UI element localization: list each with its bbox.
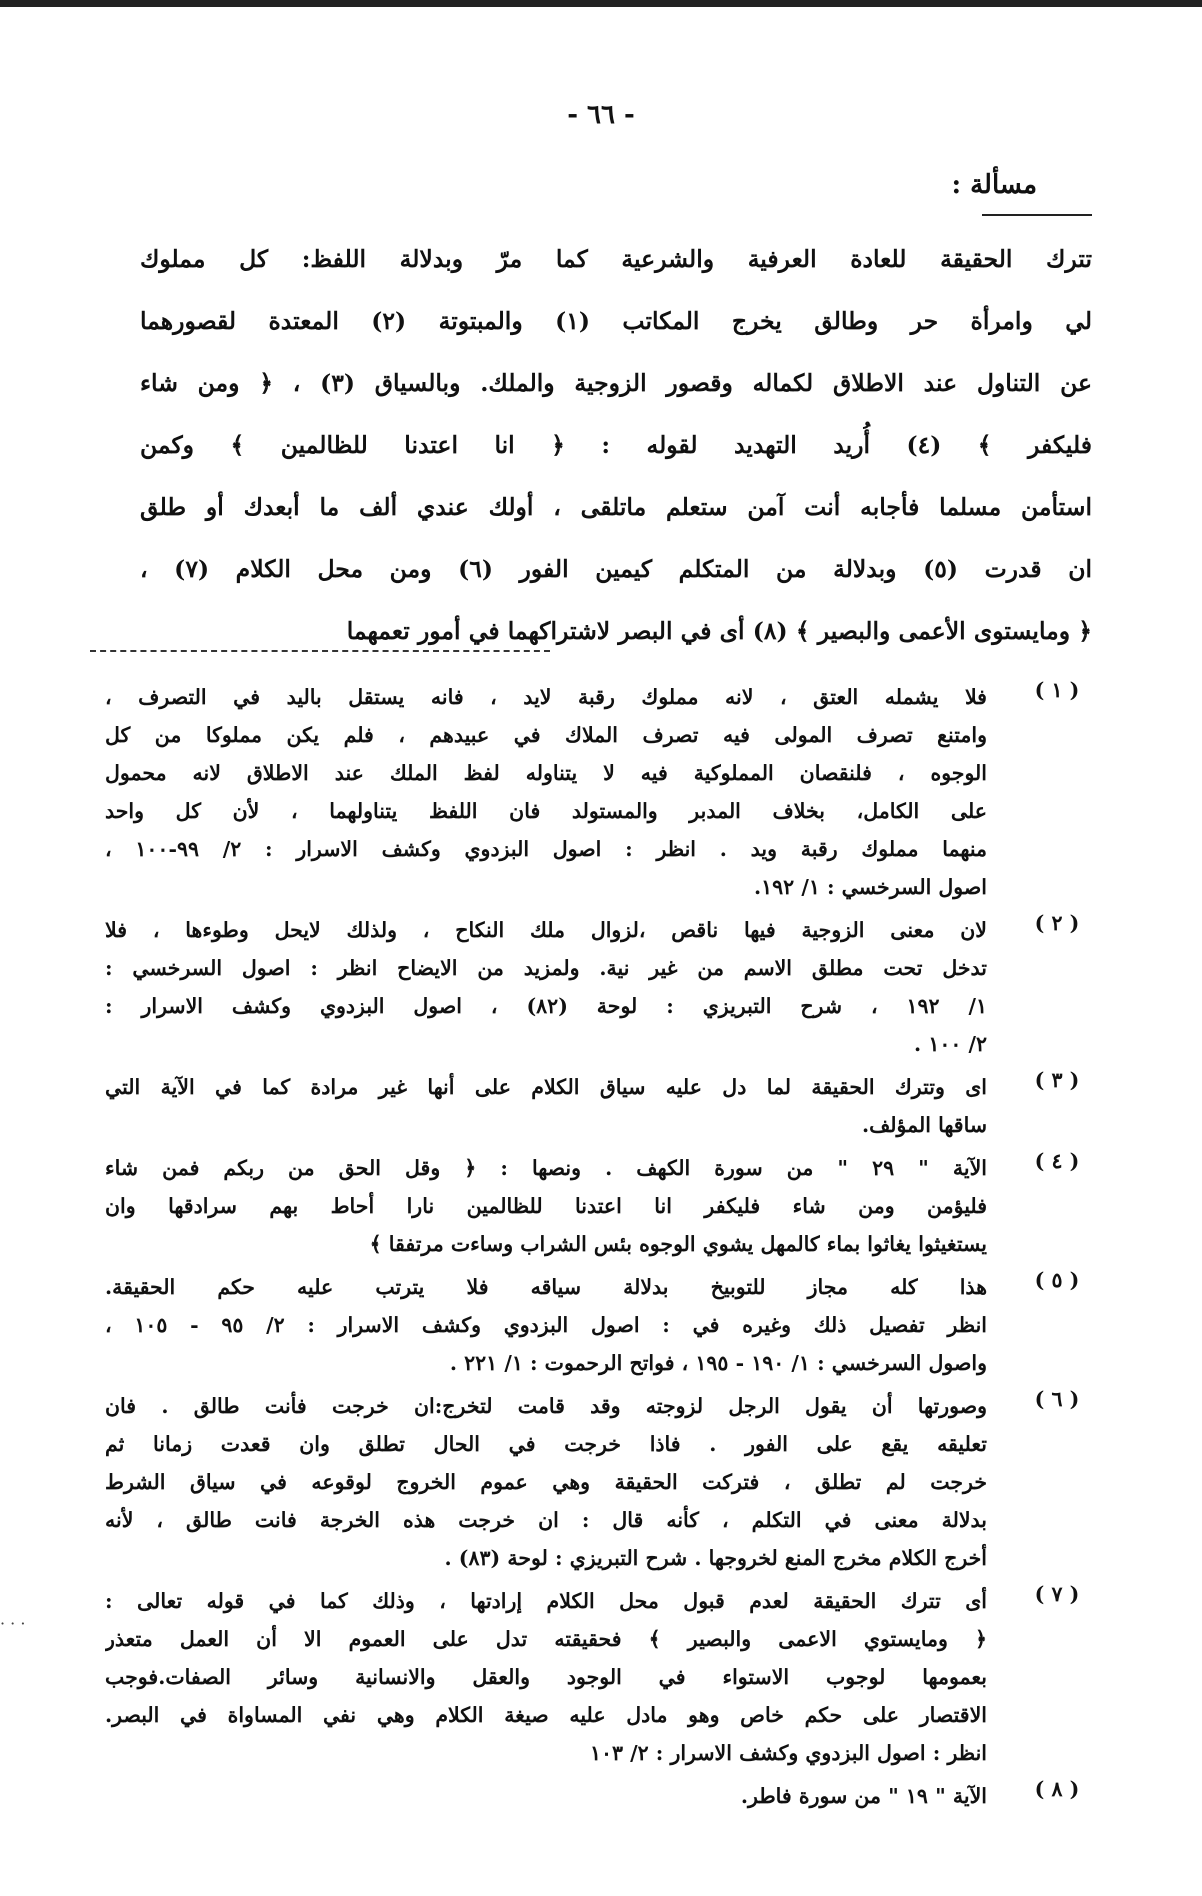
footnote-line: تدخل تحت مطلق الاسم من غير نية. ولمزيد من الايضاح انظر : اصول السرخسي :: [105, 956, 987, 980]
footnote: [105, 1149, 1097, 1263]
footnote-line: بدلالة معنى في التكلم ، كأنه قال : ان خرجت هذه الخرجة فانت طالق ، لأنه: [105, 1508, 987, 1532]
footnote: [105, 1387, 1097, 1577]
footnote-line: ﴿ ومايستوي الاعمى والبصير ﴾ فحقيقته تدل على العموم الا أن العمل متعذر: [105, 1627, 987, 1651]
footnote-number: ( ٢ ): [1034, 911, 1080, 935]
footnote-number: ( ٧ ): [1034, 1582, 1080, 1606]
footnote-line: ساقها المؤلف.: [861, 1113, 987, 1137]
footnote-line: بعمومها لوجوب الاستواء في الوجود والعقل والانسانية وسائر الصفات.فوجب: [105, 1665, 987, 1689]
footnote: [105, 911, 1097, 1063]
scan-top-edge: [0, 0, 1202, 7]
footnote-line: هذا كله مجاز للتوبيخ بدلالة سياقه فلا يترتب عليه حكم الحقيقة.: [105, 1275, 987, 1299]
footnote-line: لان معنى الزوجية فيها ناقص ،لزوال ملك النكاح ، ولذلك لايحل وطوءها ، فلا: [105, 918, 987, 942]
body-line: ﴿ ومايستوى الأعمى والبصير ﴾ (٨) أى في البصر لاشتراكهما في أمور تعمهما: [346, 617, 1092, 645]
footnotes: [105, 678, 1097, 1820]
body-line: ان قدرت (٥) وبدلالة من المتكلم كيمين الفور (٦) ومن محل الكلام (٧) ،: [140, 555, 1092, 583]
page-number: - ٦٦ -: [567, 100, 635, 130]
footnote-number: ( ٨ ): [1034, 1777, 1080, 1801]
footnote-line: فلا يشمله العتق ، لانه مملوك رقبة لايد ، فانه يستقل باليد في التصرف ،: [105, 685, 987, 709]
footnote-line: تعليقه يقع على الفور . فاذا خرجت في الحال تطلق وان قعدت زمانا ثم: [105, 1432, 987, 1456]
footnote-line: أخرج الكلام مخرج المنع لخروجها . شرح التبريزي : لوحة (٨٣) .: [444, 1546, 987, 1570]
footnote-line: الاقتصار على حكم خاص وهو مادل عليه صيغة الكلام وهي نفي المساواة في البصر.: [105, 1703, 987, 1727]
footnote-line: خرجت لم تطلق ، فتركت الحقيقة وهي عموم الخروج لوقوعه في سياق الشرط: [105, 1470, 987, 1494]
footnote-line: وامتنع تصرف المولى فيه تصرف الملاك في عبيدهم ، فلم يكن مملوكا من كل: [105, 723, 987, 747]
footnote-line: يستغيثوا يغاثوا بماء كالمهل يشوي الوجوه بئس الشراب وساءت مرتفقا ﴾: [369, 1232, 987, 1256]
footnote-line: منهما مملوك رقبة ويد . انظر : اصول البزدوي وكشف الاسرار : ٢/ ٩٩-١٠٠ ،: [105, 837, 987, 861]
footnote-line: اى وتترك الحقيقة لما دل عليه سياق الكلام على أنها غير مرادة كما في الآية التي: [105, 1075, 987, 1099]
footnote-number: ( ١ ): [1034, 678, 1080, 702]
footnote-line: انظر : اصول البزدوي وكشف الاسرار : ٢/ ١٠٣: [589, 1741, 987, 1765]
footnote-line: الآية " ٢٩ " من سورة الكهف . ونصها : ﴿ وقل الحق من ربكم فمن شاء: [105, 1156, 987, 1180]
footnote-line: ١/ ١٩٢ ، شرح التبريزي : لوحة (٨٢) ، اصول البزدوي وكشف الاسرار :: [105, 994, 987, 1018]
footnote-line: واصول السرخسي : ١/ ١٩٠ - ١٩٥ ، فواتح الرحموت : ١/ ٢٢١ .: [449, 1351, 987, 1375]
footnote: [105, 1268, 1097, 1382]
footnote-line: الوجوه ، فلنقصان المملوكية فيه لا يتناوله لفظ الملك عند الاطلاق لانه محمول: [105, 761, 987, 785]
body-line: لي وامرأة حر وطالق يخرج المكاتب (١) والمبتوتة (٢) المعتدة لقصورهما: [140, 307, 1092, 335]
footnote-line: وصورتها أن يقول الرجل لزوجته وقد قامت لتخرج:ان خرجت فأنت طالق . فان: [105, 1394, 987, 1418]
footnote-line: الآية " ١٩ " من سورة فاطر.: [740, 1784, 987, 1808]
footnote-line: ٢/ ١٠٠ .: [914, 1032, 987, 1056]
footnote: [105, 678, 1097, 906]
footnote-line: اصول السرخسي : ١/ ١٩٢.: [754, 875, 987, 899]
body-line: فليكفر ﴾ (٤) أُريد التهديد لقوله : ﴿ انا اعتدنا للظالمين ﴾ وكمن: [140, 431, 1092, 459]
footnote: [105, 1777, 1097, 1815]
footnote: [105, 1068, 1097, 1144]
footnote-line: على الكامل، بخلاف المدبر والمستولد فان اللفظ يتناولهما ، لأن كل واحد: [105, 799, 987, 823]
footnote-line: فليؤمن ومن شاء فليكفر انا اعتدنا للظالمين نارا أحاط بهم سرادقها وان: [105, 1194, 987, 1218]
footnote-number: ( ٣ ): [1034, 1068, 1080, 1092]
body-line: تترك الحقيقة للعادة العرفية والشرعية كما مرّ وبدلالة اللفظ: كل مملوك: [140, 245, 1092, 273]
footnote-line: انظر تفصيل ذلك وغيره في : اصول البزدوي وكشف الاسرار : ٢/ ٩٥ - ١٠٥ ،: [105, 1313, 987, 1337]
footnote-number: ( ٤ ): [1034, 1149, 1080, 1173]
body-line: عن التناول عند الاطلاق لكماله وقصور الزوجية والملك. وبالسياق (٣) ، ﴿ ومن شاء: [140, 369, 1092, 397]
main-text: [140, 228, 1092, 662]
footnote: [105, 1582, 1097, 1772]
section-heading: مسألة :: [951, 170, 1037, 200]
footnote-separator: [90, 650, 550, 652]
body-line: استأمن مسلما فأجابه أنت آمن ستعلم ماتلقى ، أولك عندي ألف ما أبعدك أو طلق: [140, 493, 1092, 521]
heading-underline: [982, 214, 1092, 216]
footnote-number: ( ٥ ): [1034, 1268, 1080, 1292]
footnote-line: أى تترك الحقيقة لعدم قبول محل الكلام إرادتها ، وذلك كما في قوله تعالى :: [105, 1589, 987, 1613]
margin-marks: · · ·: [0, 1614, 26, 1633]
footnote-number: ( ٦ ): [1034, 1387, 1080, 1411]
